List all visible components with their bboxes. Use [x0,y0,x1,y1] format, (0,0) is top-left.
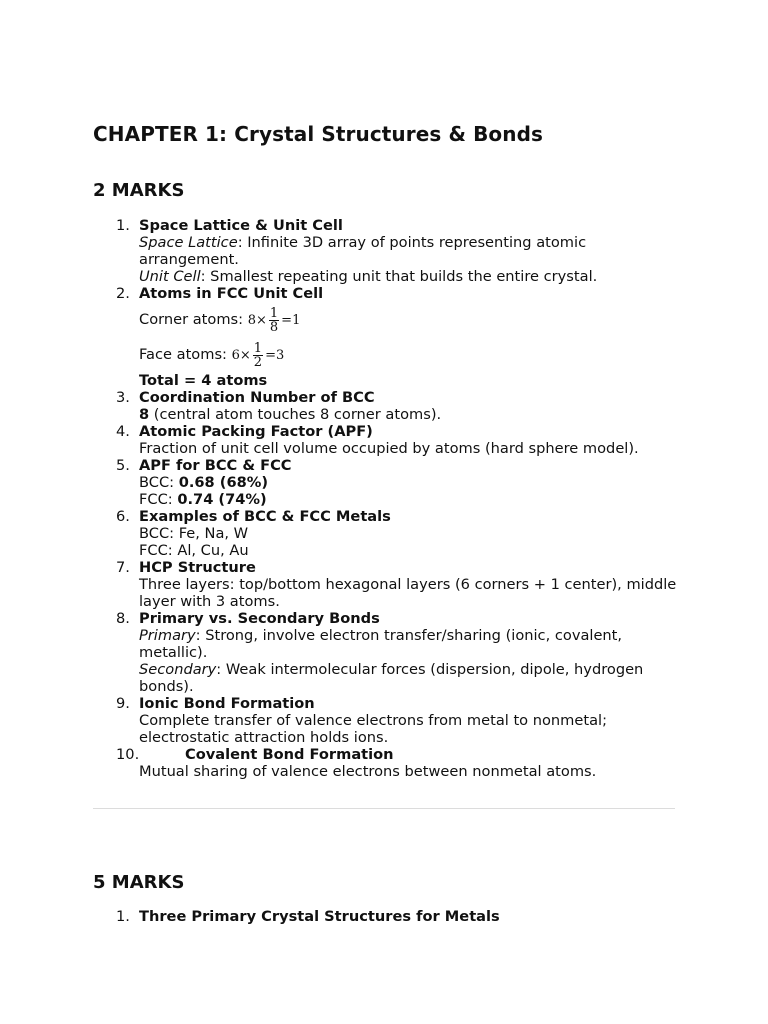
item-text: Complete transfer of valence electrons from metal to nonmetal; electrostatic attraction holds ions. [139,712,608,746]
row-label: FCC: [139,491,178,508]
term: Space Lattice [139,234,238,251]
numerator: 1 [253,340,263,356]
numerator: 1 [269,305,279,321]
list-item [0,908,679,925]
formula [248,303,301,338]
times-sign: × [255,312,267,328]
list-item [0,423,679,457]
item-number: 10. [116,746,140,763]
list-item [0,457,679,508]
item-title: Covalent Bond Formation [185,746,394,763]
item-line: BCC: Fe, Na, W [139,525,249,542]
item-number: 3. [116,389,130,406]
item-line [139,661,679,695]
definition: : Strong, involve electron transfer/sharing (ionic, covalent, metallic). [139,627,623,661]
item-title: Coordination Number of BCC [139,389,375,406]
row-value: 0.68 (68%) [178,474,269,491]
list-item [0,217,679,285]
item-title: HCP Structure [139,559,256,576]
two-marks-list [0,217,679,780]
item-line: FCC: Al, Cu, Au [139,542,249,559]
five-marks-list [0,908,679,925]
list-item [0,559,679,610]
item-text: (central atom touches 8 corner atoms). [149,406,442,423]
item-title: Atomic Packing Factor (APF) [139,423,373,440]
item-number: 6. [116,508,130,525]
item-text: Fraction of unit cell volume occupied by atoms (hard sphere model). [139,440,639,457]
item-line [139,474,679,491]
item-title: Examples of BCC & FCC Metals [139,508,391,525]
item-line [139,491,679,508]
formula-face-atoms [139,337,679,372]
item-title: Primary vs. Secondary Bonds [139,610,380,627]
item-number: 2. [116,285,130,302]
item-title: Atoms in FCC Unit Cell [139,285,324,302]
chapter-title: CHAPTER 1: Crystal Structures & Bonds [93,122,544,146]
item-text: Three layers: top/bottom hexagonal layers (6 corners + 1 center), middle layer with 3 atoms. [139,576,677,610]
formula-corner-atoms [139,302,679,337]
list-item [0,285,679,389]
fraction [253,342,263,369]
row-label: BCC: [139,474,179,491]
item-title: APF for BCC & FCC [139,457,292,474]
item-number: 8. [116,610,130,627]
row-value: 0.74 (74%) [177,491,267,508]
denominator: 2 [253,354,263,370]
item-line [139,627,679,661]
bold-value: 8 [139,406,150,423]
fraction [269,307,279,334]
formula [232,338,285,373]
definition: : Smallest repeating unit that builds the entire crystal. [200,268,598,285]
list-item [0,508,679,559]
term: Unit Cell [139,268,201,285]
section-divider [93,808,675,809]
formula-label: Corner atoms: [139,311,244,328]
item-number: 7. [116,559,130,576]
item-number: 1. [116,908,130,925]
item-text: Mutual sharing of valence electrons between nonmetal atoms. [139,763,597,780]
item-title: Three Primary Crystal Structures for Metals [139,908,500,925]
denominator: 8 [269,319,279,335]
item-number: 5. [116,457,130,474]
term: Primary [139,627,196,644]
formula-factor: 8 [247,312,256,328]
item-title: Ionic Bond Formation [139,695,315,712]
list-item [0,746,679,780]
list-item [0,695,679,746]
section-heading-2-marks: 2 MARKS [93,180,185,201]
formula-result: =1 [281,312,301,328]
term: Secondary [139,661,217,678]
item-number: 1. [116,217,130,234]
item-title: Space Lattice & Unit Cell [139,217,343,234]
item-line [139,234,679,268]
definition: : Weak intermolecular forces (dispersion, dipole, hydrogen bonds). [139,661,644,695]
item-number: 9. [116,695,130,712]
list-item [0,389,679,423]
list-item [0,610,679,695]
total-atoms: Total = 4 atoms [139,372,268,389]
section-heading-5-marks: 5 MARKS [93,872,185,893]
formula-result: =3 [265,347,285,363]
formula-factor: 6 [231,347,240,363]
formula-label: Face atoms: [139,346,227,363]
item-number: 4. [116,423,130,440]
definition: : Infinite 3D array of points representing atomic arrangement. [139,234,587,268]
times-sign: × [239,347,251,363]
item-line [139,268,679,285]
item-line [139,406,679,423]
